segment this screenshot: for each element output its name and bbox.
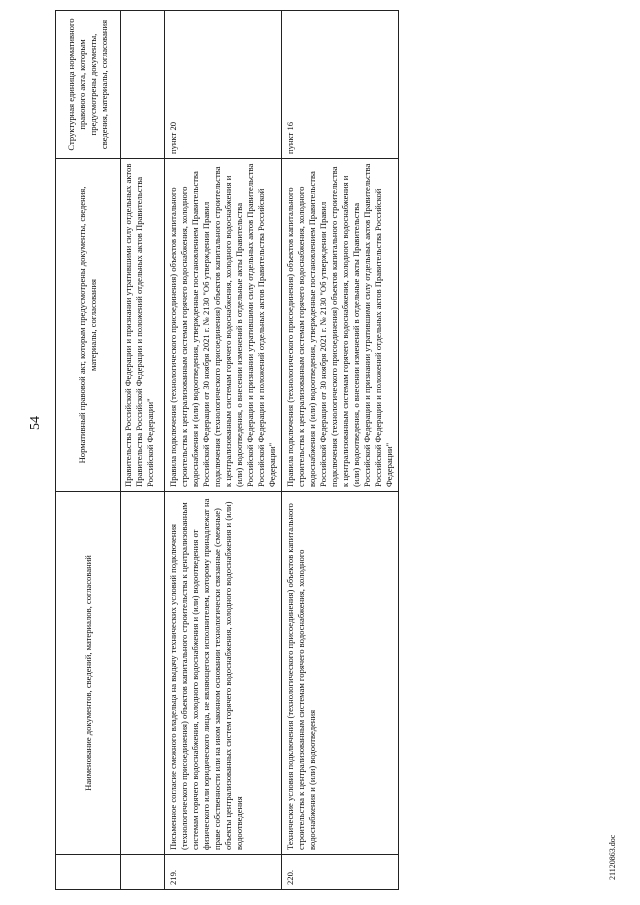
row-document-name: Письменное согласие смежного владельца на выдачу технических условий подключения (технологического присоединения) объектов капитального строительства к централизованным системам горячего водоснабжения, холодного водоснабжения и (или) водоотведения от физического или юридического лица, не являющегося исполнителем, которому принадлежат на праве собственности или на ином законном основании технологически связанные (смежные) объекты централизованных систем горячего водоснабжения, холодного водоснабжения и (или) водоотведения [165, 492, 282, 855]
row-number: 219. [165, 855, 282, 890]
page-number: 54 [28, 416, 43, 430]
footer-filename: 2112086З.doc [608, 834, 617, 880]
table-header-row [56, 11, 121, 890]
row-legal-act: Правила подключения (технологического присоединения) объектов капитального строительства к централизованным системам горячего водоснабжения, холодного водоснабжения и (или) водоотведения, утвержденные постановлением Правительства Российской Федерации от 30 ноября 2021 г. № 2130 "Об утверждении Правил подключения (технологического присоединения) объектов капитального строительства к централизованным системам горячего водоснабжения, холодного водоснабжения и (или) водоотведения, о внесении изменений в отдельные акты Правительства Российской Федерации и признании утратившими силу отдельных актов Правительства Российской Федерации и положений отдельных актов Правительства Российской Федерации" [282, 159, 399, 492]
row-number: 220. [282, 855, 399, 890]
documents-table [55, 10, 399, 890]
row-legal-act: Правила подключения (технологического присоединения) объектов капитального строительства к централизованным системам горячего водоснабжения, холодного водоснабжения и (или) водоотведения, утвержденные постановлением Правительства Российской Федерации от 30 ноября 2021 г. № 2130 "Об утверждении Правил подключения (технологического присоединения) объектов капитального строительства к централизованным системам горячего водоснабжения, холодного водоснабжения и (или) водоотведения, о внесении изменений в отдельные акты Правительства Российской Федерации и признании утратившими силу отдельных актов Правительства Российской Федерации и положений отдельных актов Правительства Российской Федерации" [165, 159, 282, 492]
row-document-name: Технические условия подключения (технологического присоединения) объектов капитального строительства к централизованным системам горячего водоснабжения, холодного водоснабжения и (или) водоотведения [282, 492, 399, 855]
table-row [282, 11, 399, 890]
header-item-cell: Структурная единица нормативного правового акта, которым предусмотрены документы, сведения, материалы, согласования [56, 11, 121, 159]
row-structural-unit: пункт 20 [165, 11, 282, 159]
header-number-cell [56, 855, 121, 890]
continuation-number-cell [121, 855, 165, 890]
continuation-row [121, 11, 165, 890]
continuation-name-cell [121, 492, 165, 855]
continuation-item-cell [121, 11, 165, 159]
row-structural-unit: пункт 16 [282, 11, 399, 159]
header-name-cell: Наименование документов, сведений, материалов, согласований [56, 492, 121, 855]
continuation-act-cell: Правительства Российской Федерации и признании утратившими силу отдельных актов Правительства Российской Федерации и положений отдельных актов Правительства Российской Федерации" [121, 159, 165, 492]
header-act-cell: Нормативный правовой акт, которым предусмотрены документы, сведения, материалы, согласования [56, 159, 121, 492]
table-row [165, 11, 282, 890]
rotated-table-sheet [55, 10, 615, 890]
